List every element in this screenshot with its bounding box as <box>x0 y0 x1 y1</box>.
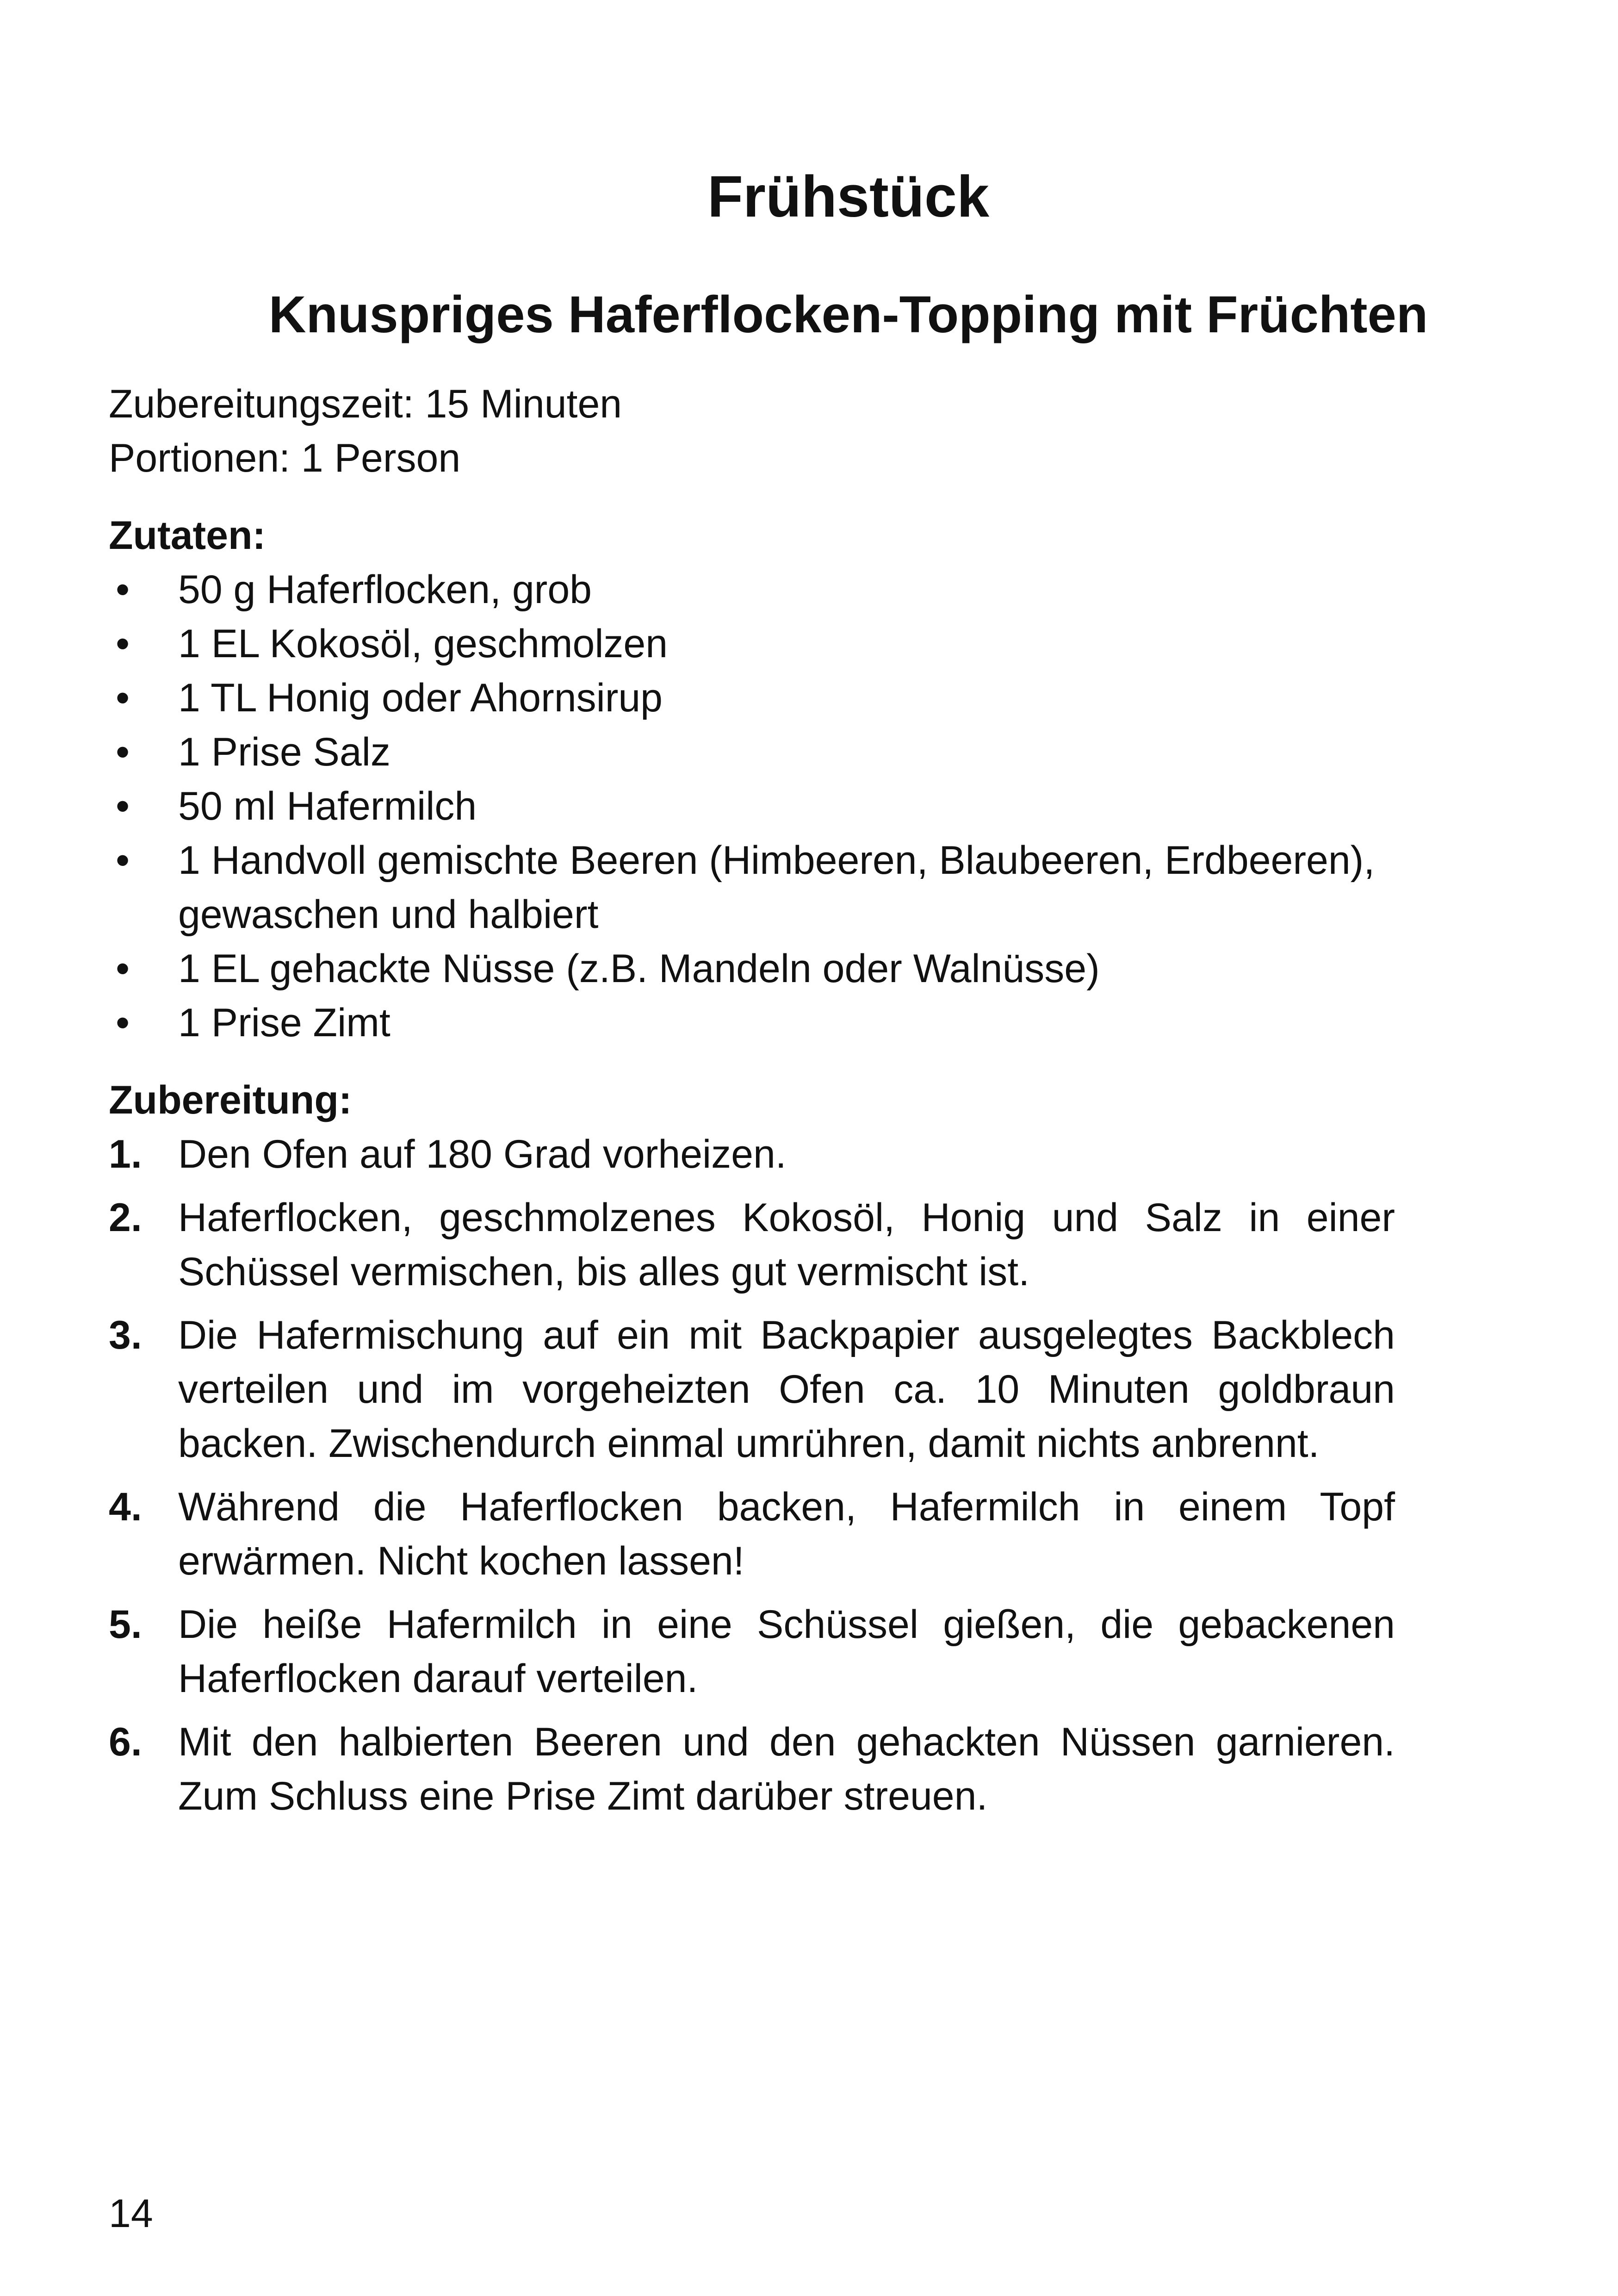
step-item <box>109 1191 1395 1299</box>
step-number: 4. <box>109 1485 142 1529</box>
step-item <box>109 1715 1395 1823</box>
bullet-icon: • <box>116 1001 130 1045</box>
bullet-icon: • <box>116 622 130 666</box>
ingredient-item <box>109 834 1395 942</box>
bullet-icon: • <box>116 567 130 612</box>
step-item <box>109 1127 1395 1182</box>
preparation-heading: Zubereitung: <box>109 1078 352 1122</box>
step-number: 2. <box>109 1195 142 1240</box>
ingredient-text: 1 Prise Zimt <box>178 1001 391 1045</box>
ingredient-text: 50 g Haferflocken, grob <box>178 567 592 612</box>
step-item <box>109 1308 1395 1471</box>
ingredient-text: 1 EL Kokosöl, geschmolzen <box>178 622 668 666</box>
step-text: Während die Haferflocken backen, Hafermilch in einem Topf erwärmen. Nicht kochen lassen! <box>178 1485 1395 1583</box>
ingredient-item <box>109 563 1395 617</box>
ingredient-text: 1 Handvoll gemischte Beeren (Himbeeren, Blaubeeren, Erdbeeren), gewaschen und halbiert <box>178 838 1375 937</box>
bullet-icon: • <box>116 784 130 828</box>
bullet-icon: • <box>116 946 130 991</box>
ingredient-item <box>109 779 1395 834</box>
section-title: Frühstück <box>707 164 990 229</box>
prep-time: Zubereitungszeit: 15 Minuten <box>109 382 622 426</box>
ingredient-item <box>109 725 1395 779</box>
bullet-icon: • <box>116 838 130 883</box>
page-number: 14 <box>109 2191 153 2236</box>
ingredient-item <box>109 617 1395 671</box>
step-text: Haferflocken, geschmolzenes Kokosöl, Honig und Salz in einer Schüssel vermischen, bis alles gut vermischt ist. <box>178 1195 1395 1294</box>
recipe-title: Knuspriges Haferflocken-Topping mit Früchten <box>268 286 1428 343</box>
ingredient-text: 1 Prise Salz <box>178 730 391 774</box>
step-text: Die Hafermischung auf ein mit Backpapier ausgelegtes Backblech verteilen und im vorgeheizten Ofen ca. 10 Minuten goldbraun backen. Zwischendurch einmal umrühren, damit nichts anbrennt. <box>178 1313 1395 1466</box>
step-item <box>109 1480 1395 1588</box>
ingredient-item <box>109 996 1395 1050</box>
step-number: 1. <box>109 1132 142 1176</box>
ingredient-item <box>109 942 1395 996</box>
step-item <box>109 1598 1395 1706</box>
ingredient-text: 50 ml Hafermilch <box>178 784 477 828</box>
ingredients-heading: Zutaten: <box>109 513 266 558</box>
step-text: Den Ofen auf 180 Grad vorheizen. <box>178 1132 787 1176</box>
step-text: Die heiße Hafermilch in eine Schüssel gießen, die gebackenen Haferflocken darauf verteilen. <box>178 1602 1395 1701</box>
ingredient-text: 1 TL Honig oder Ahornsirup <box>178 676 663 720</box>
ingredients-list <box>109 563 1395 1050</box>
ingredient-text: 1 EL gehackte Nüsse (z.B. Mandeln oder Walnüsse) <box>178 946 1100 991</box>
step-number: 5. <box>109 1602 142 1647</box>
ingredient-item <box>109 671 1395 725</box>
recipe-content <box>109 377 1395 1833</box>
bullet-icon: • <box>116 676 130 720</box>
step-number: 3. <box>109 1313 142 1357</box>
step-text: Mit den halbierten Beeren und den gehackten Nüssen garnieren. Zum Schluss eine Prise Zimt darüber streuen. <box>178 1720 1395 1818</box>
portions: Portionen: 1 Person <box>109 436 461 480</box>
step-number: 6. <box>109 1720 142 1764</box>
preparation-steps <box>109 1127 1395 1823</box>
bullet-icon: • <box>116 730 130 774</box>
